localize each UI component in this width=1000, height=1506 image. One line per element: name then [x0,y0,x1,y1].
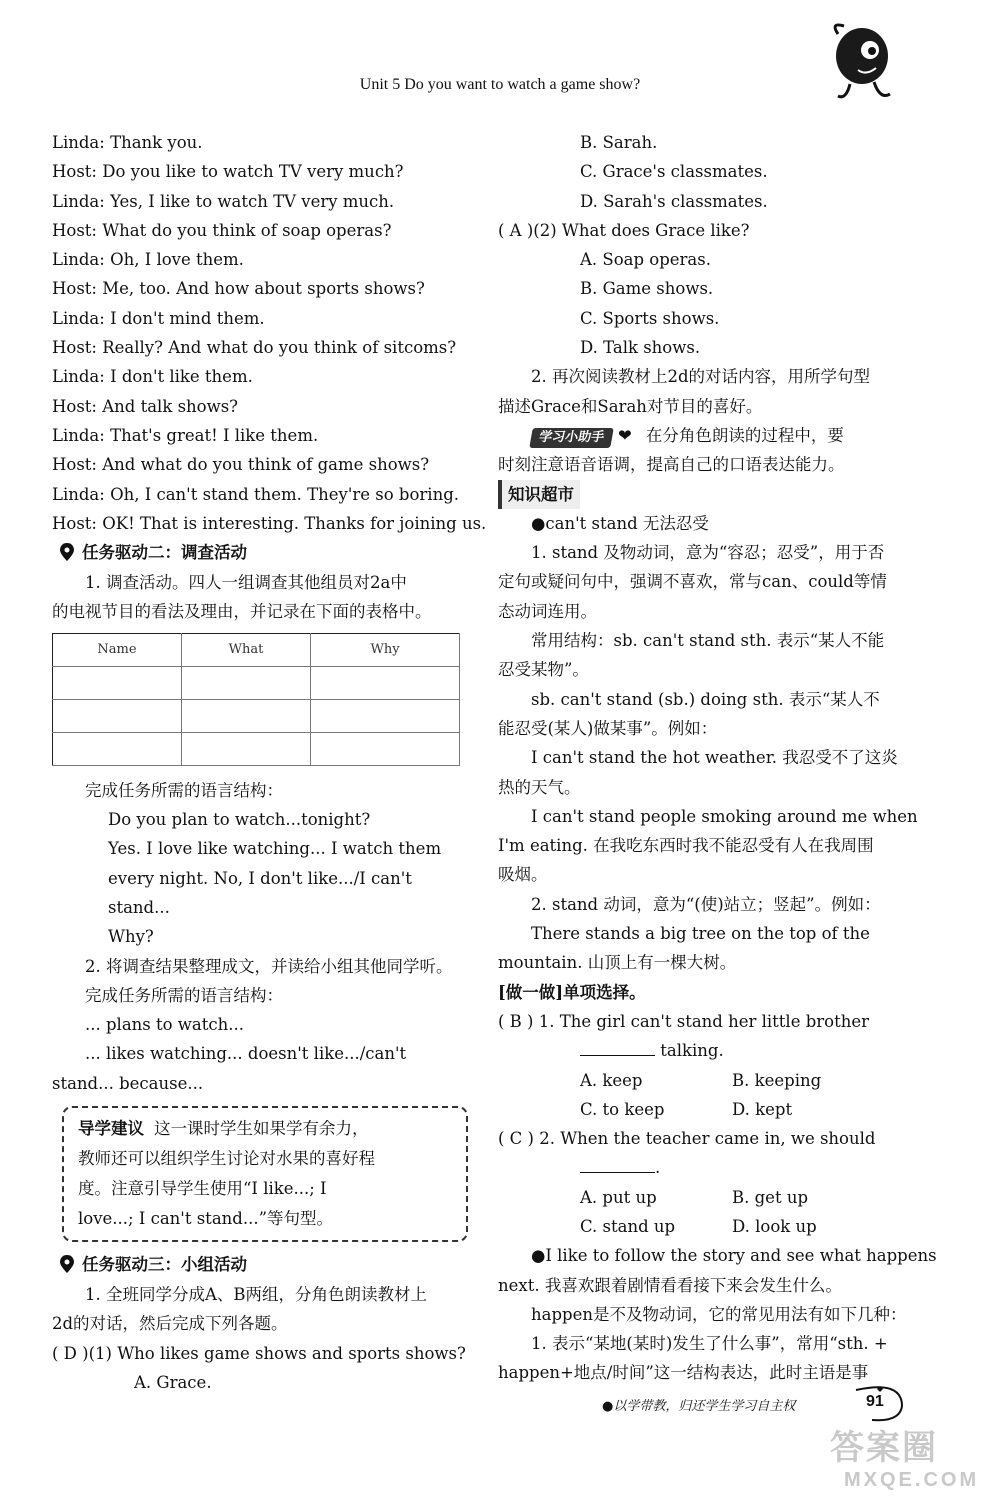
page-number: 91 [866,1393,884,1410]
dialogue-line: Linda: Thank you. [52,133,203,152]
option-row [498,1095,906,1124]
exercise-text: . [655,1158,661,1178]
dialogue-line: Host: Do you like to watch TV very much? [52,162,404,182]
dialogue-line: Host: OK! That is interesting. Thanks for joining us. [52,513,487,533]
paragraph: 2. 再次阅读教材上2d的对话内容，用所学句型 [531,367,871,387]
language-structure: stand... because... [52,1073,204,1093]
paragraph: happen是不及物动词，它的常见用法有如下几种： [531,1304,907,1324]
knowledge-market-heading [498,480,906,509]
learning-helper [498,421,906,450]
table-cell[interactable] [53,666,182,699]
dialogue-line: Linda: Oh, I love them. [52,250,244,270]
task3-title: 任务驱动三：小组活动 [82,1255,247,1275]
helper-text: 时刻注意语音语调，提高自己的口语表达能力。 [498,455,845,475]
try-it-label: [做一做]单项选择。 [498,982,646,1002]
option-row [498,1212,906,1241]
paragraph: 1. 表示“某地(某时)发生了什么事”，常用“sth. + [531,1334,888,1354]
option: B. get up [732,1187,809,1207]
knowledge-point: ●I like to follow the story and see what happens [531,1246,937,1266]
dialogue-line: Linda: I don't mind them. [52,308,265,328]
watermark [830,1420,990,1500]
helper-label: 学习小助手 [529,428,614,448]
dialogue-line: Linda: That's great! I like them. [52,425,319,445]
language-structure: Yes. I love like watching... I watch them [108,839,442,859]
location-pin-icon [60,543,74,561]
language-structure: every night. No, I don't like.../I can't [108,868,412,888]
dialogue-line: Host: Really? And what do you think of sitcoms? [52,338,457,358]
table-cell[interactable] [311,666,460,699]
table-header: Why [311,633,460,666]
tip-text: 度。注意引导学生使用“I like...; I [78,1179,327,1199]
option: D. Sarah's classmates. [580,191,768,211]
example: 吸烟。 [498,865,548,885]
question: ( A )(2) What does Grace like? [498,220,750,240]
footer-slogan: ●以学带教，归还学生学习自主权 [602,1399,796,1414]
watermark-line: 答案圈 [830,1429,938,1467]
tip-label: 导学建议 [78,1119,144,1139]
exercise-question: ( B ) 1. The girl can't stand her little brother [498,1011,870,1031]
table-cell[interactable] [53,732,182,765]
paragraph: 的电视节目的看法及理由，并记录在下面的表格中。 [52,602,432,622]
exercise-line [498,1153,906,1182]
option: C. stand up [580,1216,676,1236]
option: B. Sarah. [580,133,658,152]
table-cell[interactable] [182,699,311,732]
language-structure: ... plans to watch... [85,1015,244,1035]
table-cell[interactable] [311,732,460,765]
paragraph: 1. stand 及物动词，意为“容忍；忍受”，用于否 [531,543,885,563]
language-structure: Do you plan to watch...tonight? [108,810,371,830]
option: D. kept [732,1099,793,1119]
table-row [53,732,460,765]
paragraph: 完成任务所需的语言结构： [85,780,283,800]
dialogue-line: Linda: Oh, I can't stand them. They're so boring. [52,484,460,504]
paragraph: 2d的对话，然后完成下列各题。 [52,1314,288,1334]
market-label: 知识超市 [498,480,580,509]
option: B. keeping [732,1070,822,1090]
paragraph: sb. can't stand (sb.) doing sth. 表示“某人不 [531,689,880,709]
option: C. to keep [580,1099,665,1119]
answer-blank[interactable] [580,1172,655,1173]
paragraph: 忍受某物”。 [498,660,589,680]
task2-title: 任务驱动二：调查活动 [82,543,247,563]
tip-text: love...; I can't stand...”等句型。 [78,1209,334,1229]
table-row [53,699,460,732]
tip-text: 这一课时学生如果学有余力， [154,1119,369,1139]
table-row [53,666,460,699]
left-column [52,128,487,1397]
example: There stands a big tree on the top of the [531,924,870,944]
exercise-question: ( C ) 2. When the teacher came in, we should [498,1129,876,1149]
location-pin-icon [60,1255,74,1273]
mascot-icon [820,14,900,106]
option: A. keep [580,1070,643,1090]
guidance-tip-box [62,1106,468,1242]
option: D. look up [732,1216,817,1236]
paragraph: 1. 全班同学分成A、B两组，分角色朗读教材上 [85,1285,428,1305]
right-column [498,128,937,1388]
paragraph: 1. 调查活动。四人一组调查其他组员对2a中 [85,573,407,593]
paragraph: 描述Grace和Sarah对节目的喜好。 [498,396,763,416]
paragraph: 完成任务所需的语言结构： [85,985,283,1005]
heart-icon: ❤ [618,425,632,445]
table-header: Name [53,633,182,666]
example: 热的天气。 [498,777,581,797]
running-header: Unit 5 Do you want to watch a game show? [359,76,641,93]
paragraph: 能忍受(某人)做某事”。例如： [498,718,718,738]
paragraph: 2. 将调查结果整理成文，并读给小组其他同学听。 [85,956,453,976]
option-row [498,1183,906,1212]
example: I'm eating. 在我吃东西时我不能忍受有人在我周围 [498,836,874,856]
option: A. put up [580,1187,657,1207]
paragraph: 定句或疑问句中，强调不喜欢，常与can、could等情 [498,572,887,592]
dialogue-line: Host: And talk shows? [52,396,239,416]
table-cell[interactable] [53,699,182,732]
option: C. Grace's classmates. [580,162,768,182]
helper-text: 在分角色朗读的过程中，要 [645,425,844,445]
table-cell[interactable] [182,732,311,765]
knowledge-point: ●can't stand 无法忍受 [531,513,709,533]
example: next. 我喜欢跟着剧情看看接下来会发生什么。 [498,1275,842,1295]
table-cell[interactable] [311,699,460,732]
exercise-line [498,1036,906,1065]
watermark-line: MXQE.COM [844,1469,980,1491]
dialogue-line: Host: And what do you think of game shows? [52,455,430,475]
dialogue-line: Linda: I don't like them. [52,367,253,387]
survey-table [52,633,460,766]
question: ( D )(1) Who likes game shows and sports shows? [52,1343,466,1363]
language-structure: stand... [108,897,170,917]
answer-blank[interactable] [580,1055,655,1056]
option: B. Game shows. [580,279,714,299]
language-structure: Why? [108,927,154,947]
task2-heading [52,538,464,568]
example: mountain. 山顶上有一棵大树。 [498,953,737,973]
paragraph: happen+地点/时间”这一结构表达，此时主语是事 [498,1363,869,1383]
option: A. Soap operas. [580,250,711,270]
paragraph: 常用结构：sb. can't stand sth. 表示“某人不能 [531,631,885,651]
dialogue-line: Linda: Yes, I like to watch TV very much. [52,191,395,211]
dialogue-line: Host: Me, too. And how about sports shows? [52,279,425,299]
task3-heading [52,1250,464,1280]
option: D. Talk shows. [580,338,701,358]
exercise-text: talking. [660,1041,724,1061]
paragraph: 2. stand 动词，意为“(使)站立；竖起”。例如： [531,894,881,914]
option: C. Sports shows. [580,308,720,328]
paragraph: 态动词连用。 [498,601,597,621]
example: I can't stand people smoking around me when [531,806,918,826]
example: I can't stand the hot weather. 我忍受不了这炎 [531,748,898,768]
language-structure: ... likes watching... doesn't like.../can't [85,1044,407,1064]
option-row [498,1066,906,1095]
option: A. Grace. [134,1372,212,1392]
table-header: What [182,633,311,666]
dialogue-line: Host: What do you think of soap operas? [52,220,392,240]
tip-text: 教师还可以组织学生讨论对水果的喜好程 [78,1149,375,1169]
table-cell[interactable] [182,666,311,699]
